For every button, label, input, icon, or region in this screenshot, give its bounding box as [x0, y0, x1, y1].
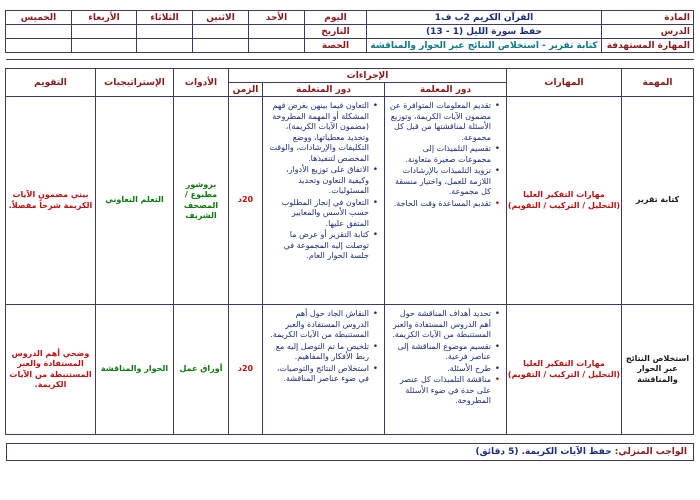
homework-label: الواجب المنزلي:: [614, 447, 687, 457]
task-cell: استخلاص النتائج عبر الحوار والمناقشة: [622, 305, 694, 435]
lesson-label: الدرس: [602, 25, 694, 39]
day-label: اليوم: [305, 11, 367, 25]
student-step: • التعاون في إنجاز المطلوب حسب الأسس والمعايير المتفق عليها.: [267, 198, 378, 230]
period-cell: [72, 39, 137, 53]
date-label: التاريخ: [305, 25, 367, 39]
col-tools: الأدوات: [174, 69, 229, 97]
student-step: • التعاون فيما بينهن بغرض فهم المشكلة أو المهمة المطروحة (مضمون الآيات الكريمة)، وتحديد معطياتها، ووضع التكليفات والإرشادات، والوقت المخصص لتنفيذها.: [267, 101, 378, 164]
date-cell: [249, 25, 305, 39]
teacher-step: • تزويد التلميذات بالإرشادات اللازمة للعمل، واختيار منسقة كل مجموعة.: [389, 166, 500, 198]
day-wednesday: الأربعاء: [72, 11, 137, 25]
tools-cell: بروشور مطبوع / المصحف الشريف: [174, 97, 229, 305]
procedure-row-1: [6, 97, 694, 305]
teacher-step: • تحديد أهداف المناقشة حول أهم الدروس المستفادة والعبر المستنبطة من الآيات الكريمة.: [389, 309, 500, 341]
task-cell: كتابة تقرير: [622, 97, 694, 305]
skill-label: المهارة المستهدفة: [602, 39, 694, 53]
teacher-step: • مناقشة التلميذات كل عنصر على حدة في ضوء الأسئلة المطروحة.: [389, 375, 500, 407]
lesson-procedures-table: [5, 59, 694, 435]
col-procedures: الإجراءات: [229, 69, 507, 83]
day-monday: الاثنين: [193, 11, 249, 25]
col-strategies: الإستراتيجيات: [96, 69, 174, 97]
lesson-value: حفظ سورة الليل (1 - 13): [367, 25, 602, 39]
skills-cell: مهارات التفكير العليا (التحليل / التركيب / التقويم): [507, 305, 622, 435]
lesson-header-table: [5, 10, 694, 53]
teacher-step: • تقسيم موضوع المناقشة إلى عناصر فرعية.: [389, 342, 500, 363]
col-time: الزمن: [229, 83, 263, 97]
skills-cell: مهارات التفكير العليا (التحليل / التركيب / التقويم): [507, 97, 622, 305]
time-cell: 20د: [229, 97, 263, 305]
col-skills: المهارات: [507, 69, 622, 97]
col-student-role: دور المتعلمة: [263, 83, 385, 97]
date-cell: [6, 25, 72, 39]
strategy-cell: الحوار والمناقشة: [96, 305, 174, 435]
day-sunday: الأحد: [249, 11, 305, 25]
student-step: • كتابة التقرير أو عرض ما توصلت إليه المجموعة في جلسة الحوار العام.: [267, 230, 378, 262]
date-cell: [193, 25, 249, 39]
period-label: الحصة: [305, 39, 367, 53]
teacher-role-cell: [385, 305, 507, 435]
date-cell: [137, 25, 193, 39]
date-cell: [72, 25, 137, 39]
student-step: • الاتفاق على توزيع الأدوار، وكيفية التعاون وتحديد المسئوليات.: [267, 165, 378, 197]
homework-value: حفظ الآيات الكريمة. (5 دقائق): [475, 447, 612, 457]
homework-table: [6, 443, 694, 461]
day-tuesday: الثلاثاء: [137, 11, 193, 25]
strategy-cell: التعلم التعاوني: [96, 97, 174, 305]
student-step: • تلخيص ما تم التوصل إليه مع ربط الأفكار والمفاهيم.: [267, 342, 378, 363]
student-step: • النقاش الجاد حول أهم الدروس المستفادة والعبر المستنبطة من الآيات الكريمة.: [267, 309, 378, 341]
homework-cell: [7, 444, 694, 461]
teacher-role-cell: [385, 97, 507, 305]
subject-value: القرآن الكريم 2ب ف1: [367, 11, 602, 25]
evaluation-cell: بيني مضمون الآيات الكريمة شرحاً مفصلاً.: [6, 97, 96, 305]
teacher-step: • تقديم المساعدة وقت الحاجة.: [389, 199, 500, 210]
col-teacher-role: دور المعلمة: [385, 83, 507, 97]
period-cell: [249, 39, 305, 53]
evaluation-cell: وضحي أهم الدروس المستفادة والعبر المستنبطة من الآيات الكريمة.: [6, 305, 96, 435]
student-step: • استخلاص النتائج والتوصيات، في ضوء عناصر المناقشة.: [267, 364, 378, 385]
teacher-step: • تقديم المعلومات المتوافرة عن مضمون الآيات الكريمة، وتوزيع الأسئلة لمناقشتها من قبل كل مجموعة.: [389, 101, 500, 143]
day-thursday: الخميس: [6, 11, 72, 25]
teacher-step: • طرح الأسئلة.: [389, 364, 500, 375]
subject-label: المادة: [602, 11, 694, 25]
period-cell: [137, 39, 193, 53]
spacer-row: [6, 60, 694, 69]
student-role-cell: [263, 97, 385, 305]
skill-value: كتابة تقرير - استخلاص النتائج عبر الحوار والمناقشة: [367, 39, 602, 53]
col-task: المهمة: [622, 69, 694, 97]
time-cell: 20د: [229, 305, 263, 435]
teacher-step: • تقسيم التلميذات إلى مجموعات صغيرة متعاونة.: [389, 144, 500, 165]
tools-cell: أوراق عمل: [174, 305, 229, 435]
procedure-row-2: [6, 305, 694, 435]
col-evaluation: التقويم: [6, 69, 96, 97]
period-cell: [6, 39, 72, 53]
student-role-cell: [263, 305, 385, 435]
period-cell: [193, 39, 249, 53]
